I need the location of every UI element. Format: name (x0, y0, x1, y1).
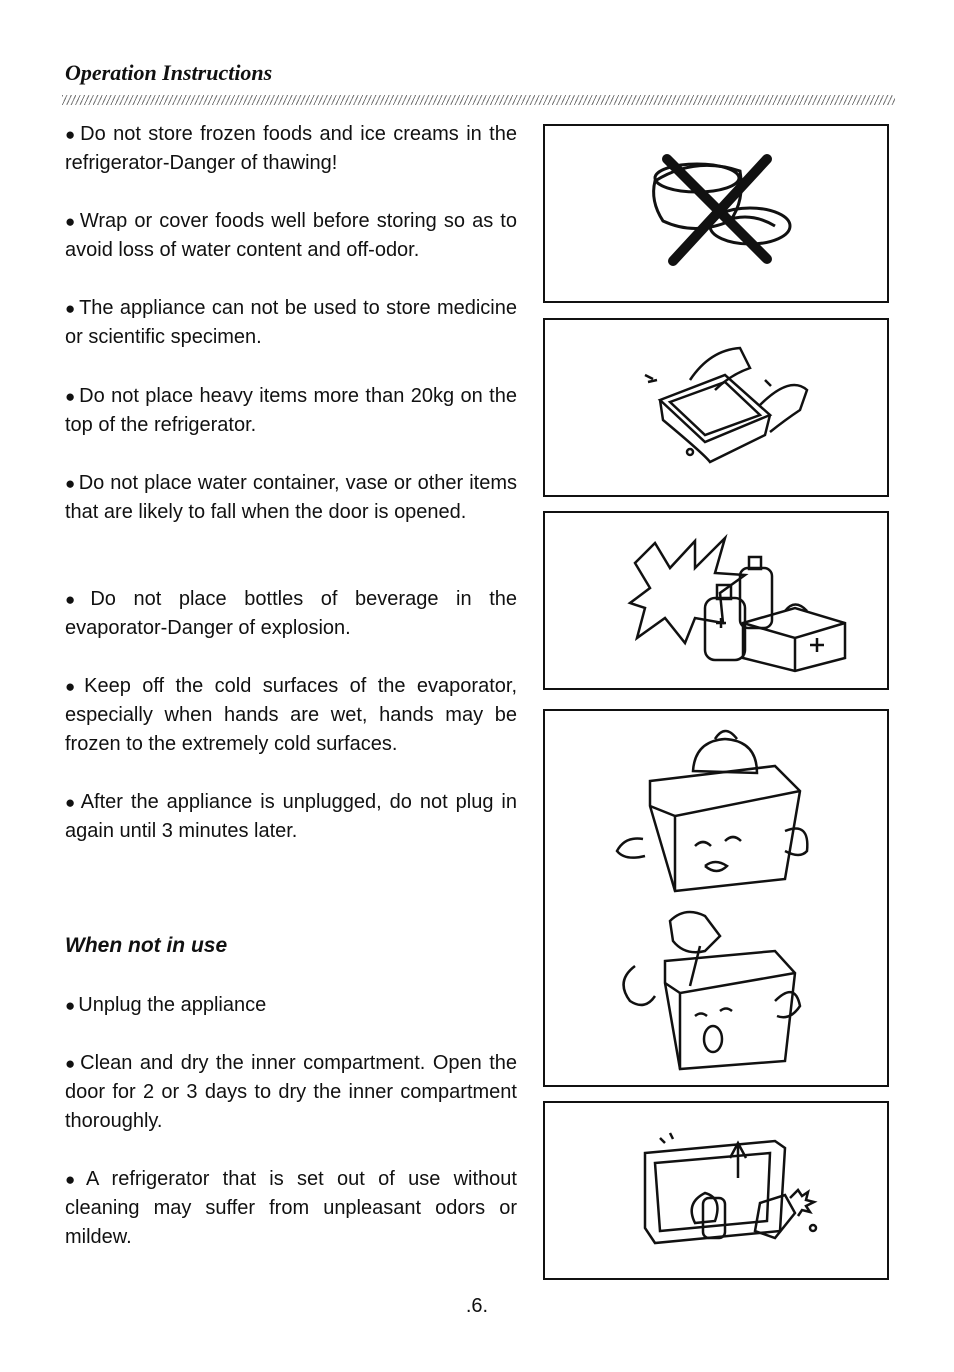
bottle-explosion-icon (545, 1103, 887, 1278)
bullet-item: ● Unplug the appliance (65, 994, 267, 1016)
bullet-item: ● Wrap or cover foods well before storing so as to avoid loss of water content and off-odor. (65, 210, 517, 261)
bullet-item: ● Do not place heavy items more than 20kg on the top of the refrigerator. (65, 385, 517, 436)
bullet-item: ● Keep off the cold surfaces of the evaporator, especially when hands are wet, hands may be frozen to the extremely cold surfaces. (65, 675, 518, 755)
page-title: Operation Instructions (65, 60, 273, 85)
bullet-item: ● Do not place water container, vase or other items that are likely to fall when the door is opened. (65, 472, 517, 523)
frozen-food-icon (545, 126, 887, 301)
illustration-medicine (543, 511, 889, 690)
medicine-kit-icon (545, 513, 887, 688)
bullet-item: ● Clean and dry the inner compartment. Open the door for 2 or 3 days to dry the inner compartment thoroughly. (65, 1052, 517, 1132)
bullet-icon: ● (65, 474, 76, 493)
bullet-icon: ● (65, 387, 77, 406)
bullet-icon: ● (65, 212, 77, 231)
bullet-icon: ● (65, 125, 78, 144)
bullet-item: ● The appliance can not be used to store medicine or scientific specimen. (65, 297, 517, 348)
page-number: .6. (465, 1295, 489, 1317)
illustration-wrap-food (543, 318, 889, 497)
illustration-bottles-explosion (543, 1101, 889, 1280)
bullet-icon: ● (65, 590, 88, 609)
fridge-character-icon (545, 711, 887, 1085)
illustration-frozen-food-crossed (543, 124, 889, 303)
bullet-icon: ● (65, 793, 78, 812)
section-title-not-in-use: When not in use (65, 934, 228, 957)
bullet-icon: ● (65, 1054, 78, 1073)
bullet-icon: ● (65, 677, 82, 696)
illustration-heavy-items-and-water (543, 709, 889, 1087)
bullet-icon: ● (65, 299, 77, 318)
bullet-icon: ● (65, 1170, 84, 1189)
bullet-icon: ● (65, 996, 76, 1015)
header-divider (62, 95, 895, 105)
bullet-item: ● After the appliance is unplugged, do not plug in again until 3 minutes later. (65, 791, 517, 842)
wrap-container-icon (545, 320, 887, 495)
bullet-item: ● Do not place bottles of beverage in the evaporator-Danger of explosion. (65, 588, 517, 639)
bullet-item: ● A refrigerator that is set out of use without cleaning may suffer from unpleasant odors or mildew. (65, 1168, 517, 1248)
bullet-item: ● Do not store frozen foods and ice creams in the refrigerator-Danger of thawing! (65, 123, 517, 174)
